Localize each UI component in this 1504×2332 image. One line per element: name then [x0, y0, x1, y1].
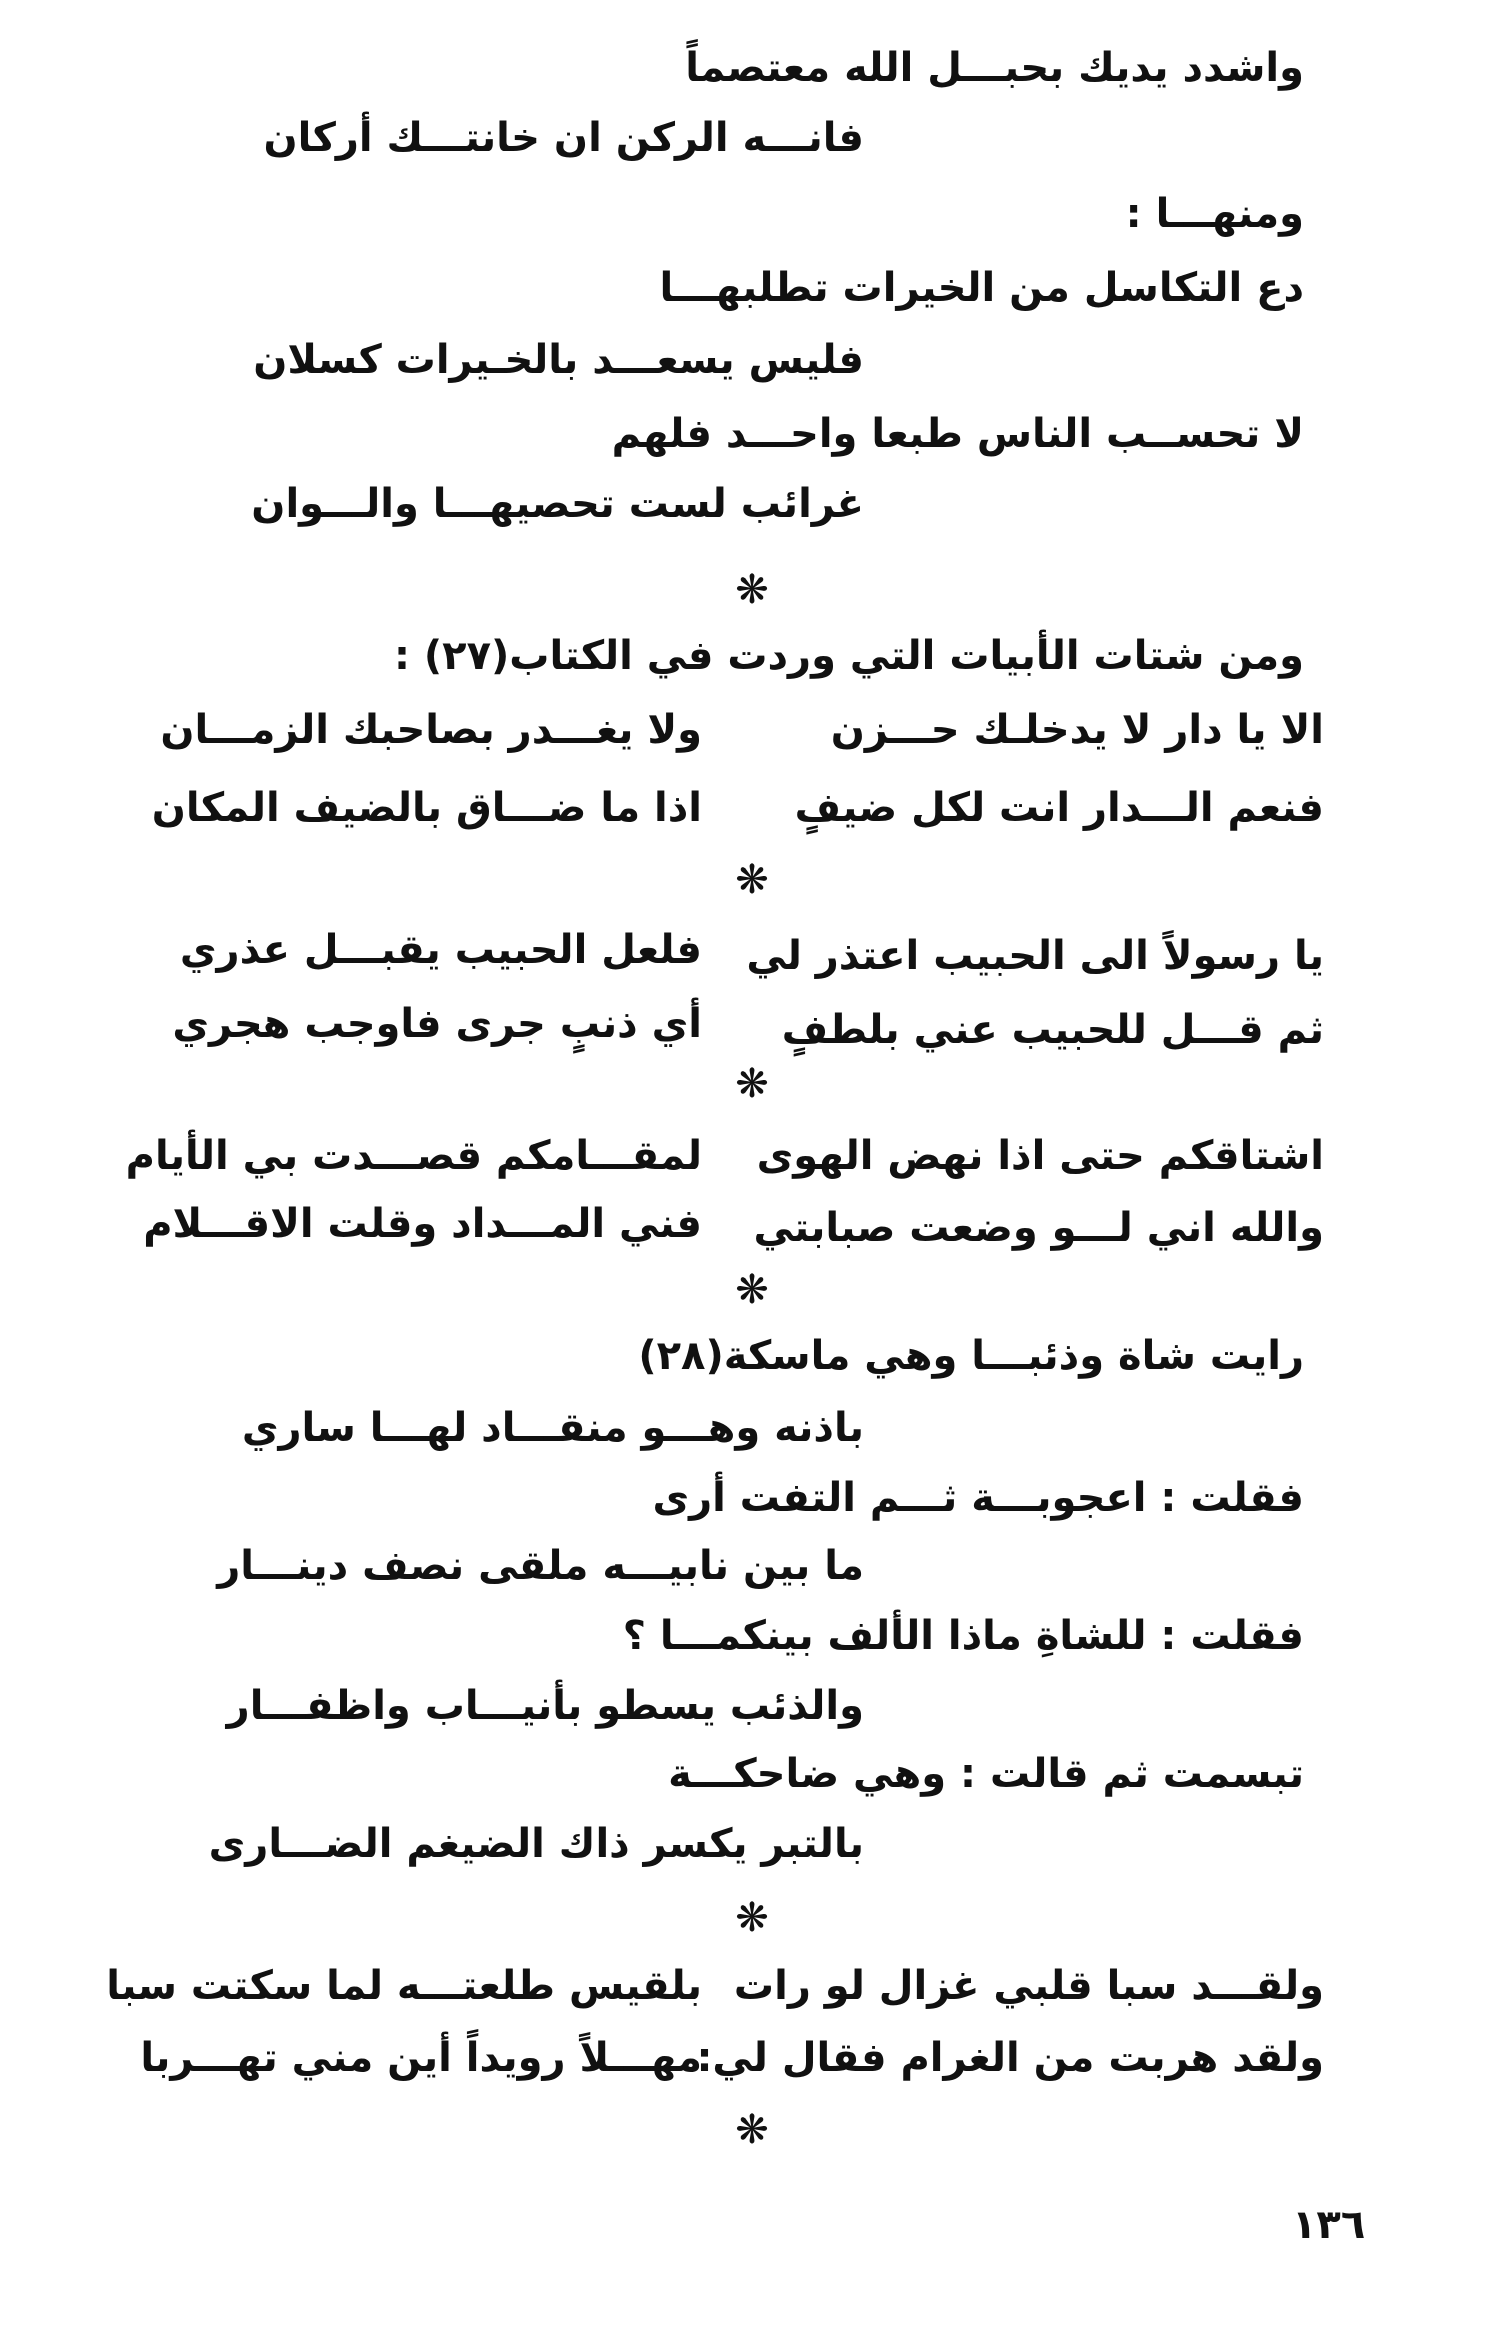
verse-hemistich-left: بلقيس طلعتـــه لما سكتت سبا [106, 1963, 702, 2009]
section-heading: ومن شتات الأبيات التي وردت في الكتاب(٢٧) : [393, 633, 1304, 679]
verse-line: فقلت : للشاةِ ماذا الألف بينكمـــا ؟ [622, 1613, 1304, 1659]
verse-hemistich-right: ولقـــد سبا قلبي غزال لو رات [733, 1963, 1324, 2009]
separator-asterisk: ❋ [735, 567, 769, 613]
verse-hemistich-left: فني المـــداد وقلت الاقـــلام [143, 1201, 702, 1247]
page-number: ١٣٦ [1292, 2202, 1366, 2248]
verse-hemistich-right: ثم قـــل للحبيب عني بلطفٍ [781, 1007, 1324, 1053]
verse-line: غرائب لست تحصيهـــا والـــوان [251, 481, 864, 527]
verse-line: والذئب يسطو بأنيـــاب واظفـــار [226, 1683, 864, 1729]
verse-hemistich-right: والله اني لـــو وضعت صبابتي [753, 1205, 1324, 1251]
verse-line: رايت شاة وذئبـــا وهي ماسكة(٢٨) [638, 1333, 1304, 1379]
separator-asterisk: ❋ [735, 857, 769, 903]
verse-line: فقلت : اعجوبـــة ثـــم التفت أرى [652, 1475, 1304, 1521]
verse-line: فليس يسعـــد بالخـيرات كسلان [253, 337, 864, 383]
verse-line: باذنه وهـــو منقـــاد لهـــا ساري [241, 1405, 864, 1451]
verse-hemistich-left: أي ذنبٍ جرى فاوجب هجري [172, 1001, 702, 1047]
verse-line: دع التكاسل من الخيرات تطلبهـــا [659, 265, 1304, 311]
separator-asterisk: ❋ [735, 2107, 769, 2153]
separator-asterisk: ❋ [735, 1061, 769, 1107]
verse-hemistich-left: مهـــلاً رويداً أين مني تهـــربا [140, 2035, 702, 2081]
verse-line: واشدد يديك بحبـــل الله معتصماً [685, 45, 1304, 91]
separator-asterisk: ❋ [735, 1895, 769, 1941]
verse-hemistich-right: فنعم الـــدار انت لكل ضيفٍ [794, 785, 1324, 831]
verse-line: لا تحســب الناس طبعا واحـــد فلهم [611, 411, 1304, 457]
separator-asterisk: ❋ [735, 1267, 769, 1313]
verse-hemistich-right: الا يا دار لا يدخلـك حـــزن [830, 707, 1324, 753]
verse-line: بالتبر يكسر ذاك الضيغم الضـــارى [208, 1821, 864, 1867]
verse-line: ما بين نابيـــه ملقى نصف دينـــار [217, 1543, 864, 1589]
verse-hemistich-left: اذا ما ضـــاق بالضيف المكان [151, 785, 702, 831]
verse-line: فانـــه الركن ان خانتـــك أركان [263, 115, 864, 161]
section-heading: ومنهـــا : [1125, 191, 1304, 237]
verse-hemistich-right: ولقد هربت من الغرام فقال لي: [696, 2035, 1324, 2081]
verse-hemistich-left: لمقـــامكم قصـــدت بي الأيام [125, 1133, 702, 1179]
verse-hemistich-right: يا رسولاً الى الحبيب اعتذر لي [746, 933, 1324, 979]
verse-line: تبسمت ثم قالت : وهي ضاحكـــة [668, 1751, 1304, 1797]
verse-hemistich-left: ولا يغـــدر بصاحبك الزمـــان [160, 707, 702, 753]
verse-hemistich-right: اشتاقكم حتى اذا نهض الهوى [756, 1133, 1324, 1179]
verse-hemistich-left: فلعل الحبيب يقبـــل عذري [179, 927, 702, 973]
